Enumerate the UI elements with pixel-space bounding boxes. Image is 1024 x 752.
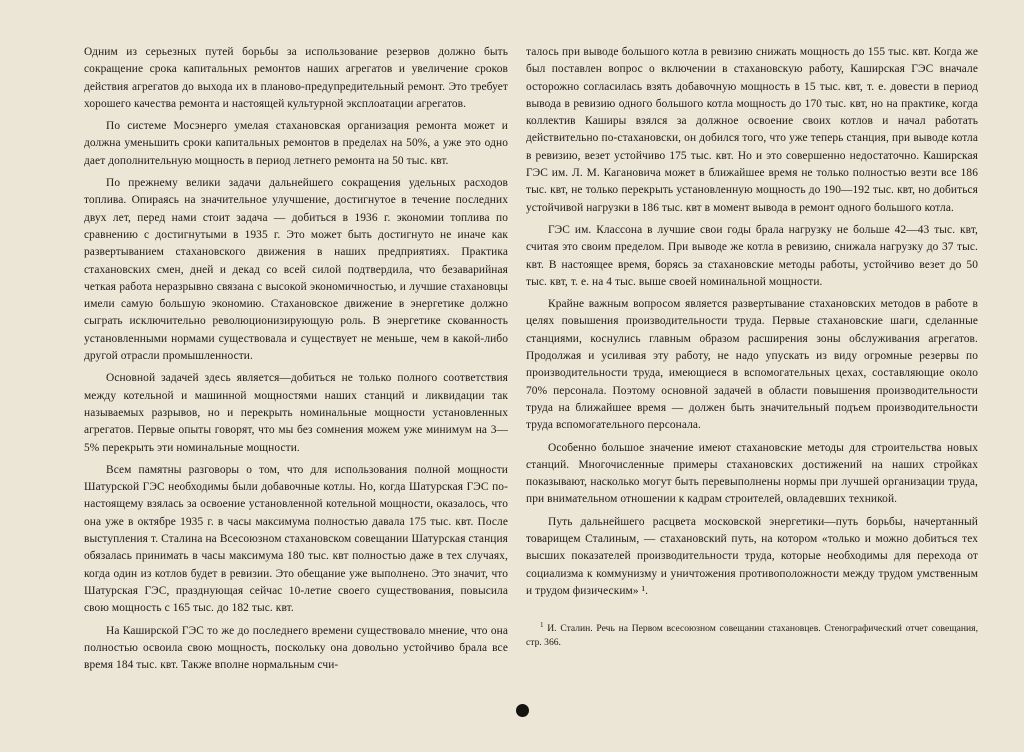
footnote bbox=[526, 618, 978, 650]
paragraph: Крайне важным вопросом является развертывание стахановских методов в работе в целях повышения производительности труда. Первые стахановские шаги, сделанные станциями, коснулись главным образом расширения зоны обслуживания агрегатов. Продолжая и усиливая эту работу, не надо упускать из виду огромные резервы по производительности труда, имеющиеся в вспомогательных цехах, составляющие около 70% персонала. Поэтому основной задачей в области повышения производительности труда на ближайшее время — должен быть значительный подъем производительности труда вспомогательного персонала. bbox=[526, 298, 978, 432]
footnote-marker: 1 bbox=[540, 621, 544, 630]
paragraph: Особенно большое значение имеют стахановские методы для строительства новых станций. Многочисленные примеры стахановских достижений на наших стройках показывают, насколько могут быть перевыполнены нормы при лучшей организации труда, при внимательном отношении к кадрам строителей, овладевших техникой. bbox=[526, 441, 978, 506]
paragraph: Путь дальнейшего расцвета московской энергетики—путь борьбы, начертанный товарищем Сталиным, — стахановский путь, на котором «только и можно добиться тех высших показателей производительности труда, которые необходимы для перехода от социализма к коммунизму и уничтожения противоположности между трудом умственным и трудом физическим» ¹. bbox=[526, 515, 978, 597]
paragraph: Одним из серьезных путей борьбы за использование резервов должно быть сокращение срока капитальных ремонтов наших агрегатов и увеличение сроков действия агрегатов до выхода их в планово-предупредительный ремонт. Это требует хорошего качества ремонта и настоящей культурной эксплоатации агрегатов. bbox=[84, 46, 508, 110]
paragraph: Основной задачей здесь является—добиться не только полного соответствия между котельной и машинной мощностями наших станций и ликвидации так называемых разрывов, но и перекрыть номинальные мощности установленных агрегатов. Первые опыты говорят, что мы без сомнения можем уже минимум на 3—5% перекрыть эти номинальные мощности. bbox=[84, 372, 508, 454]
paragraph: На Каширской ГЭС то же до последнего времени существовало мнение, что она полностью освоила свою мощность, поскольку она довольно устойчиво брала все время 184 тыс. квт. Также вполне нормальным счи- bbox=[84, 624, 508, 672]
right-text-column bbox=[526, 44, 978, 650]
left-text-column bbox=[84, 44, 508, 679]
footnote-text: И. Сталин. Речь на Первом всесоюзном совещании стахановцев. Стенографический отчет совещания, стр. 366. bbox=[526, 623, 978, 649]
paragraph: ГЭС им. Классона в лучшие свои годы брала нагрузку не больше 42—43 тыс. квт, считая это своим пределом. При выводе же котла в ревизию, снижала нагрузку до 37 тыс. квт. В настоящее время, борясь за стахановские методы работы, устойчиво везет до 50 тыс. квт, т. е. на 4 тыс. выше своей номинальной мощности. bbox=[526, 223, 978, 288]
paragraph: По системе Мосэнерго умелая стахановская организация ремонта может и должна уменьшить сроки капитальных ремонтов в пределах на 50%, а уже это одно дает дополнительную мощность в период летнего ремонта на 50 тыс. квт. bbox=[84, 120, 508, 167]
page-bullet-mark bbox=[516, 704, 529, 717]
paragraph: Всем памятны разговоры о том, что для использования полной мощности Шатурской ГЭС необходимы были добавочные котлы. Но, когда Шатурская ГЭС по-настоящему взялась за освоение установленной котельной мощности, оказалось, что она уже в октябре 1935 г. в часы максимума полностью давала 175 тыс. квт. После выступления т. Сталина на Всесоюзном стахановском совещании Шатурская станция обязалась принимать в часы максимума 180 тыс. квт полностью даже в тех случаях, когда один из котлов будет в ревизии. Это обещание уже выполнено. Это значит, что Шатурская ГЭС, празднующая сейчас 10-летие своего существования, повысила свою мощность с 165 тыс. до 182 тыс. квт. bbox=[84, 463, 508, 615]
paragraph: По прежнему велики задачи дальнейшего сокращения удельных расходов топлива. Опираясь на значительное улучшение, достигнутое в течение последних двух лет, перед нами стоит задача — добиться в 1936 г. экономии топлива по сравнению с достигнутыми в 1935 г. Это может быть достигнуто не иначе как развертыванием стахановского движения в наших предприятиях. Практика стахановских смен, дней и декад со всей силой подтвердила, что безаварийная четкая работа неразрывно связана с высокой экономичностью, и лучшие стахановцы имели самую большую экономию. Стахановское движение в энергетике должно сыграть исключительно революционизирующую роль. В энергетике скованность установленными нормами существовала и существует не меньше, чем в какой-либо другой отрасли промышленности. bbox=[84, 177, 508, 363]
paragraph: талось при выводе большого котла в ревизию снижать мощность до 155 тыс. квт. Когда же был поставлен вопрос о включении в стахановскую работу, Каширская ГЭС вначале осторожно согласилась взять добавочную мощность в 15 тыс. квт, т. е. довести в период вывода в ревизию одного большого котла мощность до 170 тыс. квт, но на практике, когда коллектив Каширы взялся за должное освоение своих котлов и начал работать действительно по-стахановски, он добился того, что уже теперь станция, при выводе котла в ревизию, везет устойчиво 175 тыс. квт. Но и это совершенно недостаточно. Каширская ГЭС им. Л. М. Кагановича может в ближайшее время не только полностью везти все 186 тыс. квт, не только перекрыть установленную мощность до 190—192 тыс. квт, но добиться устойчивой нагрузки в 186 тыс. квт в момент вывода в ремонт одного большого котла. bbox=[526, 46, 978, 214]
